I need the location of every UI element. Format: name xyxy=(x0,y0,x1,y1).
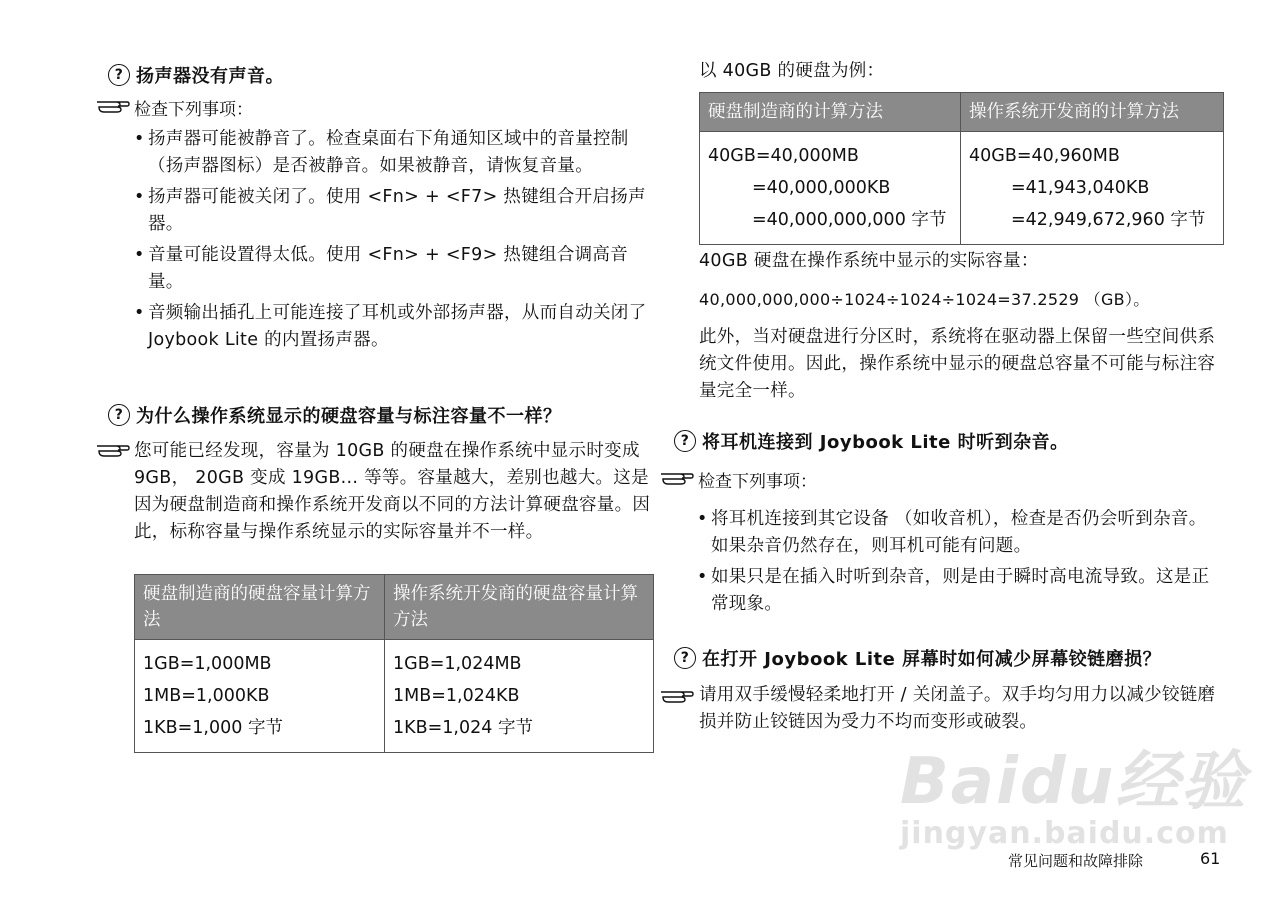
table-header: 硬盘制造商的计算方法 xyxy=(700,93,961,132)
check-text: 检查下列事项： xyxy=(134,100,253,120)
pointing-hand-icon xyxy=(660,468,694,488)
check-line xyxy=(660,468,817,496)
question-title: 将耳机连接到 Joybook Lite 时听到杂音。 xyxy=(702,432,1069,453)
table-cell xyxy=(135,640,385,753)
list-item: • 扬声器可能被静音了。检查桌面右下角通知区域中的音量控制 （扬声器图标）是否被静音。如果被静音，请恢复音量。 xyxy=(134,126,659,180)
table-cell xyxy=(385,640,654,753)
cell-line: 1KB=1,024 字节 xyxy=(393,718,533,738)
capacity-formula: 40,000,000,000÷1024÷1024÷1024=37.2529 （GB）。 xyxy=(699,290,1150,309)
cell-line: =40,000,000,000 字节 xyxy=(752,210,947,230)
cell-line: 1MB=1,024KB xyxy=(393,686,520,706)
table-cell xyxy=(961,132,1224,245)
list-item: • 音频输出插孔上可能连接了耳机或外部扬声器，从而自动关闭了 Joybook Lite 的内置扬声器。 xyxy=(134,300,659,354)
hinge-answer: 请用双手缓慢轻柔地打开 / 关闭盖子。双手均匀用力以减少铰链磨损并防止铰链因为受力不均而变形或破裂。 xyxy=(699,685,1216,732)
answer-line xyxy=(96,440,130,460)
question-speaker-no-sound xyxy=(108,62,284,88)
watermark-url: jingyan.baidu.com xyxy=(900,816,1229,851)
actual-capacity-label: 40GB 硬盘在操作系统中显示的实际容量： xyxy=(699,251,1039,271)
pointing-hand-icon xyxy=(660,686,694,706)
question-disk-capacity xyxy=(108,402,562,428)
table-header: 操作系统开发商的计算方法 xyxy=(961,93,1224,132)
baidu-watermark xyxy=(900,730,1247,851)
question-hinge-wear xyxy=(674,645,1161,671)
cell-line: 1GB=1,024MB xyxy=(393,654,522,674)
example-table xyxy=(699,92,1224,245)
question-mark-icon: ? xyxy=(108,404,130,426)
question-title: 为什么操作系统显示的硬盘容量与标注容量不一样？ xyxy=(136,406,562,427)
question-title: 在打开 Joybook Lite 屏幕时如何减少屏幕铰链磨损？ xyxy=(702,649,1162,670)
table-header: 硬盘制造商的硬盘容量计算方法 xyxy=(135,575,385,640)
question-headphone-noise xyxy=(674,428,1069,454)
question-mark-icon: ? xyxy=(108,64,130,86)
partition-note: 此外，当对硬盘进行分区时，系统将在驱动器上保留一些空间供系统文件使用。因此，操作系统中显示的硬盘总容量不可能与标注容量完全一样。 xyxy=(699,327,1216,401)
list-item: • 如果只是在插入时听到杂音，则是由于瞬时高电流导致。这是正常现象。 xyxy=(697,564,1222,618)
answer-line xyxy=(660,686,694,706)
list-item: • 音量可能设置得太低。使用 <Fn> + <F9> 热键组合调高音量。 xyxy=(134,242,659,296)
question-title: 扬声器没有声音。 xyxy=(136,66,284,87)
cell-line: 40GB=40,960MB xyxy=(969,146,1120,166)
list-item: • 将耳机连接到其它设备 （如收音机），检查是否仍会听到杂音。如果杂音仍然存在，则耳机可能有问题。 xyxy=(697,506,1222,560)
check-line xyxy=(96,96,253,124)
list-item: • 扬声器可能被关闭了。使用 <Fn> + <F7> 热键组合开启扬声器。 xyxy=(134,184,659,238)
page-number: 61 xyxy=(1200,849,1221,868)
question-mark-icon: ? xyxy=(674,647,696,669)
disk-capacity-answer: 您可能已经发现，容量为 10GB 的硬盘在操作系统中显示时变成 9GB， 20GB 变成 19GB... 等等。容量越大，差别也越大。这是因为硬盘制造商和操作系统开发商以不同的方法计算硬盘容量。因此，标称容量与操作系统显示的实际容量并不一样。 xyxy=(134,441,651,542)
cell-line: =41,943,040KB xyxy=(1011,178,1150,198)
cell-line: =42,949,672,960 字节 xyxy=(1011,210,1206,230)
capacity-method-table xyxy=(134,574,654,753)
cell-line: 40GB=40,000MB xyxy=(708,146,859,166)
footer-section-title: 常见问题和故障排除 xyxy=(1008,852,1144,870)
cell-line: 1KB=1,000 字节 xyxy=(143,718,283,738)
cell-line: 1GB=1,000MB xyxy=(143,654,272,674)
headphone-checklist xyxy=(697,506,1222,622)
pointing-hand-icon xyxy=(96,96,130,116)
pointing-hand-icon xyxy=(96,440,130,460)
table-cell xyxy=(700,132,961,245)
watermark-logo: Baidu经验 xyxy=(900,745,1248,819)
check-text: 检查下列事项： xyxy=(698,472,817,492)
speaker-checklist xyxy=(134,126,659,358)
table-header: 操作系统开发商的硬盘容量计算方法 xyxy=(385,575,654,640)
cell-line: =40,000,000KB xyxy=(752,178,891,198)
cell-line: 1MB=1,000KB xyxy=(143,686,270,706)
question-mark-icon: ? xyxy=(674,430,696,452)
example-label: 以 40GB 的硬盘为例： xyxy=(699,61,885,81)
